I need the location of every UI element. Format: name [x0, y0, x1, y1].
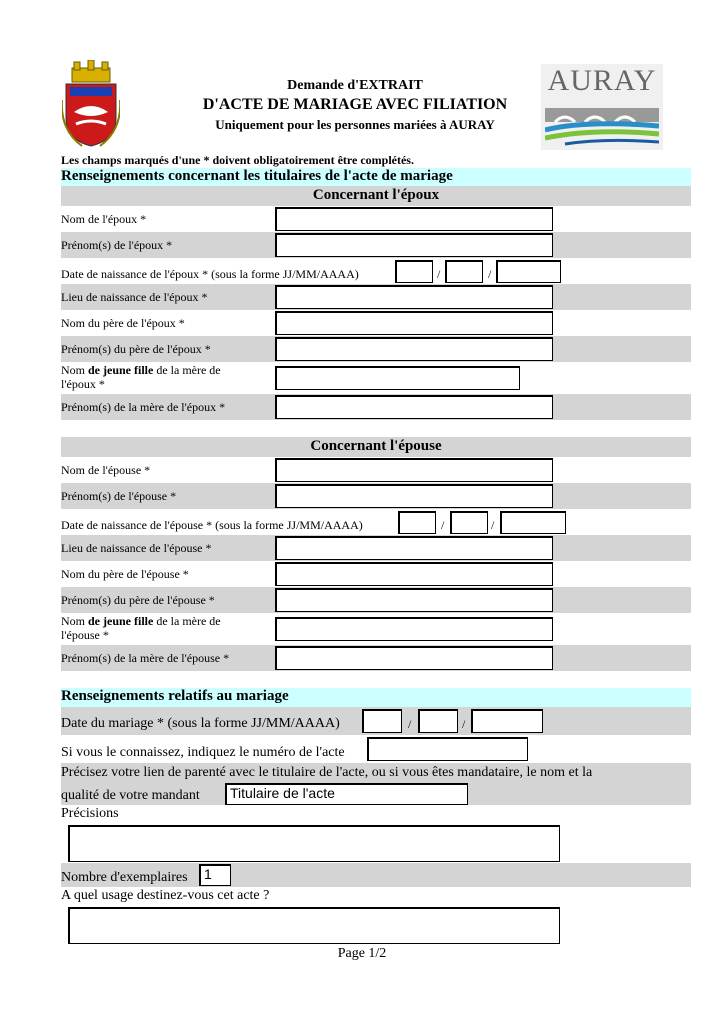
section-titulaires-title: Renseignements concernant les titulaires de l'acte de mariage: [61, 168, 453, 184]
epoux-mere-nom-input[interactable]: [275, 366, 520, 390]
epouse-mere-prenom-input[interactable]: [275, 646, 553, 670]
label-epoux-date: Date de naissance de l'époux * (sous la forme JJ/MM/AAAA): [61, 267, 359, 281]
date-separator: /: [437, 267, 441, 281]
epoux-pere-nom-input[interactable]: [275, 311, 553, 335]
label-part: l'épouse *: [61, 628, 109, 642]
label-part: Nom: [61, 614, 88, 628]
label-mariage-date: Date du mariage * (sous la forme JJ/MM/AAAA): [61, 716, 340, 731]
epouse-date-month-input[interactable]: [450, 511, 488, 534]
subsection-epoux: [61, 186, 691, 206]
lien-parente-value: Titulaire de l'acte: [230, 785, 335, 801]
subsection-epouse: [61, 437, 691, 457]
label-epouse-lieu: Lieu de naissance de l'épouse *: [61, 541, 212, 555]
label-epouse-mere-nom: [61, 614, 251, 642]
label-usage: A quel usage destinez-vous cet acte ?: [61, 888, 270, 903]
mariage-date-day-input[interactable]: [362, 709, 402, 733]
label-epouse-mere-prenom: Prénom(s) de la mère de l'épouse *: [61, 651, 230, 665]
label-part-bold: de jeune fille: [88, 614, 154, 628]
label-part: l'époux *: [61, 377, 105, 391]
row-epoux-date: [61, 258, 691, 284]
epoux-date-month-input[interactable]: [445, 260, 483, 283]
section-mariage-title: Renseignements relatifs au mariage: [61, 688, 289, 704]
precisions-textarea[interactable]: [68, 825, 560, 862]
epouse-mere-nom-input[interactable]: [275, 617, 553, 641]
date-separator: /: [408, 717, 412, 731]
label-lien-parente-2: qualité de votre mandant: [61, 788, 200, 803]
epouse-pere-prenom-input[interactable]: [275, 588, 553, 612]
label-precisions: Précisions: [61, 806, 119, 821]
exemplaires-value: 1: [204, 866, 212, 882]
lien-parente-input[interactable]: [225, 783, 468, 805]
section-mariage: [61, 688, 691, 707]
label-epouse-date: Date de naissance de l'épouse * (sous la forme JJ/MM/AAAA): [61, 518, 363, 532]
label-epoux-prenom: Prénom(s) de l'époux *: [61, 238, 173, 252]
header-line3: Uniquement pour les personnes mariées à AURAY: [215, 117, 495, 132]
section-titulaires: [61, 168, 691, 186]
label-part: de la mère de: [153, 614, 221, 628]
mandatory-notice: Les champs marqués d'une * doivent obligatoirement être complétés.: [61, 153, 414, 167]
auray-logo-text: AURAY: [547, 64, 657, 97]
label-epoux-pere-prenom: Prénom(s) du père de l'époux *: [61, 342, 211, 356]
date-separator: /: [441, 518, 445, 532]
epouse-pere-nom-input[interactable]: [275, 562, 553, 586]
page-number: Page 1/2: [337, 946, 387, 961]
epoux-pere-prenom-input[interactable]: [275, 337, 553, 361]
date-separator: /: [491, 518, 495, 532]
header-line1: Demande d'EXTRAIT: [287, 78, 423, 93]
row-exemplaires: [61, 863, 691, 887]
epouse-nom-input[interactable]: [275, 458, 553, 482]
label-epouse-pere-nom: Nom du père de l'épouse *: [61, 567, 189, 581]
page-title: D'ACTE DE MARIAGE AVEC FILIATION: [202, 96, 508, 113]
epouse-prenom-input[interactable]: [275, 484, 553, 508]
usage-textarea[interactable]: [68, 907, 560, 944]
epoux-date-day-input[interactable]: [395, 260, 433, 283]
auray-logo: [541, 64, 663, 150]
coat-of-arms-logo: [62, 60, 120, 148]
label-part: Nom: [61, 363, 88, 377]
label-epouse-prenom: Prénom(s) de l'épouse *: [61, 489, 177, 503]
label-exemplaires: Nombre d'exemplaires: [61, 870, 188, 885]
label-part: de la mère de: [153, 363, 221, 377]
subsection-epoux-title: Concernant l'époux: [312, 187, 440, 203]
auray-bridge-icon: [545, 100, 659, 146]
epoux-date-year-input[interactable]: [496, 260, 561, 283]
epoux-prenom-input[interactable]: [275, 233, 553, 257]
label-numero-acte: Si vous le connaissez, indiquez le numéro de l'acte: [61, 745, 345, 760]
label-epouse-nom: Nom de l'épouse *: [61, 463, 151, 477]
subsection-epouse-title: Concernant l'épouse: [310, 438, 442, 454]
exemplaires-input[interactable]: [199, 864, 231, 886]
numero-acte-input[interactable]: [367, 737, 528, 761]
epoux-nom-input[interactable]: [275, 207, 553, 231]
epoux-lieu-input[interactable]: [275, 285, 553, 309]
label-epoux-mere-nom: [61, 363, 251, 391]
epoux-mere-prenom-input[interactable]: [275, 395, 553, 419]
date-separator: /: [462, 717, 466, 731]
label-epoux-nom: Nom de l'époux *: [61, 212, 147, 226]
label-part-bold: de jeune fille: [88, 363, 154, 377]
row-epouse-date: [61, 509, 691, 535]
mariage-date-year-input[interactable]: [471, 709, 543, 733]
label-epoux-lieu: Lieu de naissance de l'époux *: [61, 290, 208, 304]
label-epouse-pere-prenom: Prénom(s) du père de l'épouse *: [61, 593, 215, 607]
epouse-date-day-input[interactable]: [398, 511, 436, 534]
epouse-lieu-input[interactable]: [275, 536, 553, 560]
label-epoux-mere-prenom: Prénom(s) de la mère de l'époux *: [61, 400, 226, 414]
epouse-date-year-input[interactable]: [500, 511, 566, 534]
date-separator: /: [488, 267, 492, 281]
label-epoux-pere-nom: Nom du père de l'époux *: [61, 316, 185, 330]
mariage-date-month-input[interactable]: [418, 709, 458, 733]
label-lien-parente-1: Précisez votre lien de parenté avec le titulaire de l'acte, ou si vous êtes mandataire, le nom et la: [61, 765, 593, 780]
